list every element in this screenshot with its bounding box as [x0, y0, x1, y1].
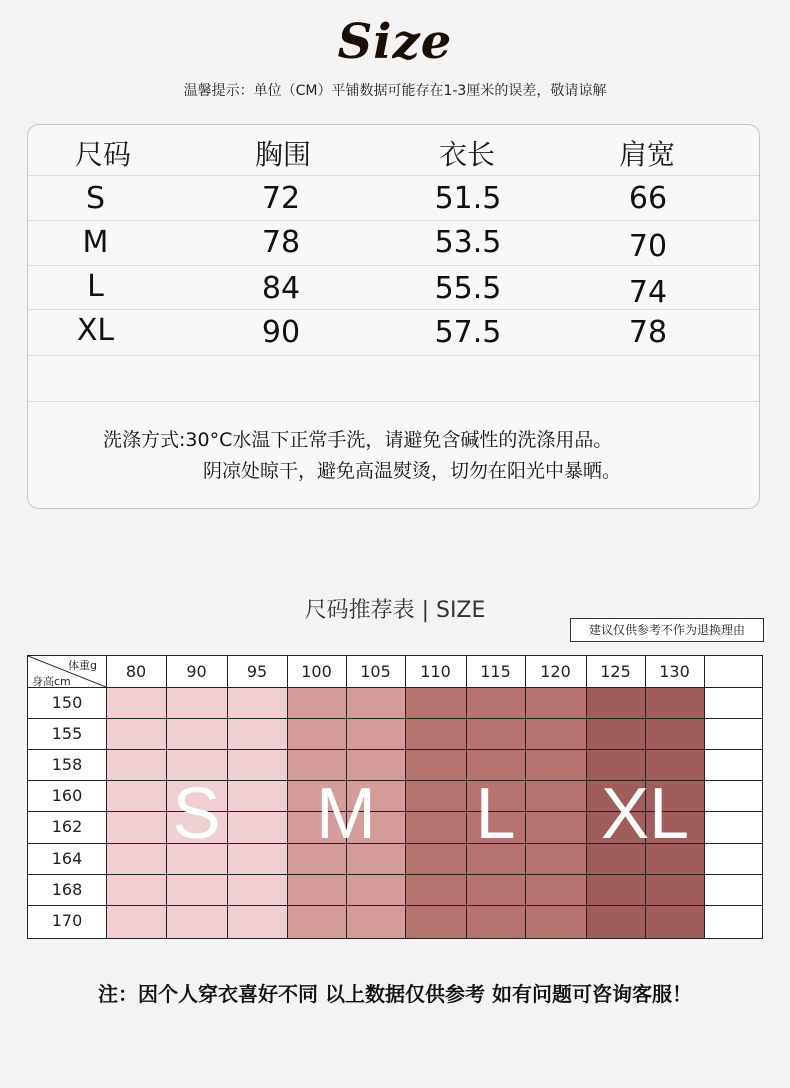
weight-axis-label: 体重g [68, 659, 97, 672]
weight-header: 125 [600, 662, 631, 681]
height-header: 164 [51, 849, 83, 868]
page-title: Size [337, 14, 453, 70]
shoulder-value: 66 [628, 181, 668, 216]
height-axis-label: 身高cm [32, 675, 71, 688]
chest-value: 78 [261, 225, 301, 260]
height-header: 150 [51, 693, 83, 712]
size-label: M [82, 225, 109, 260]
weight-header: 95 [246, 662, 268, 681]
weight-header: 80 [125, 662, 147, 681]
height-header: 158 [51, 755, 83, 774]
shoulder-value: 74 [628, 275, 668, 310]
size-m-label: M [316, 774, 376, 854]
size-label: L [87, 269, 104, 304]
height-header: 170 [51, 911, 83, 930]
size-xl-label: XL [600, 774, 690, 854]
shoulder-value: 70 [628, 229, 668, 264]
header-chest: 胸围 [254, 138, 311, 171]
measurement-tip: 温馨提示：单位（CM）平铺数据可能存在1-3厘米的误差，敬请谅解 [183, 83, 607, 99]
height-header: 168 [51, 880, 83, 899]
recommend-title: 尺码推荐表 | SIZE [304, 598, 486, 623]
height-header: 160 [51, 786, 83, 805]
height-header: 162 [51, 817, 83, 836]
length-value: 51.5 [434, 181, 502, 216]
shoulder-value: 78 [628, 315, 668, 350]
length-value: 53.5 [434, 225, 502, 260]
chest-value: 72 [261, 181, 301, 216]
size-label: S [85, 181, 106, 216]
footnote: 注：因个人穿衣喜好不同 以上数据仅供参考 如有问题可咨询客服！ [98, 982, 692, 1006]
chest-value: 90 [261, 315, 301, 350]
height-header: 155 [51, 724, 83, 743]
size-label: XL [76, 313, 115, 348]
size-l-label: L [475, 774, 516, 854]
length-value: 55.5 [434, 271, 502, 306]
weight-header: 115 [480, 662, 511, 681]
weight-header: 120 [540, 662, 571, 681]
weight-header: 130 [659, 662, 690, 681]
weight-header: 100 [301, 662, 332, 681]
wash-instructions-line2: 阴凉处晾干，避免高温熨烫，切勿在阳光中暴晒。 [203, 460, 622, 482]
size-recommend-grid [27, 655, 763, 939]
header-length: 衣长 [438, 138, 495, 171]
disclaimer-note: 建议仅供参考不作为退换理由 [570, 618, 764, 642]
size-table [27, 124, 760, 509]
header-shoulder: 肩宽 [618, 138, 675, 171]
chest-value: 84 [261, 271, 301, 306]
wash-instructions-line1: 洗涤方式:30°C水温下正常手洗，请避免含碱性的洗涤用品。 [103, 429, 613, 451]
weight-header: 105 [360, 662, 391, 681]
length-value: 57.5 [434, 315, 502, 350]
header-size: 尺码 [74, 138, 131, 171]
weight-header: 110 [420, 662, 451, 681]
size-s-label: S [172, 774, 221, 854]
weight-header: 90 [186, 662, 207, 681]
